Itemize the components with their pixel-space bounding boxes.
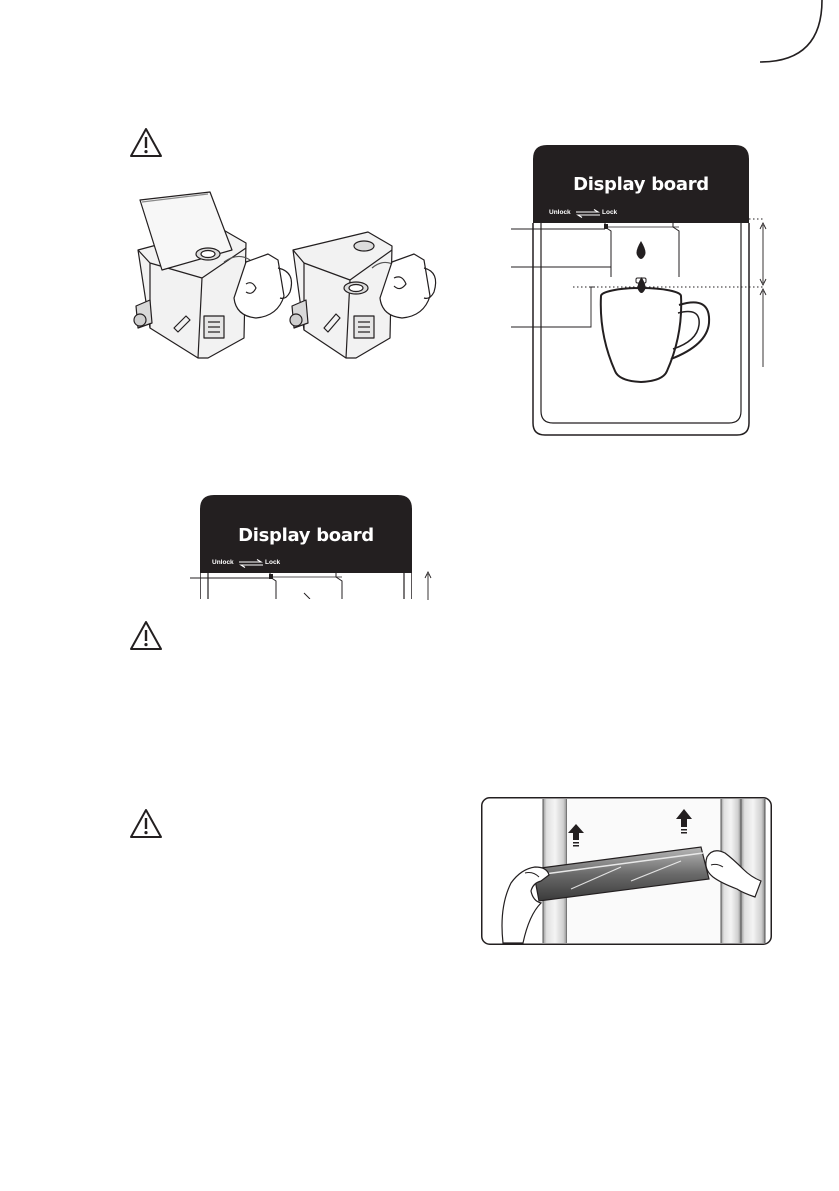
unlock-label: Unlock [549,209,571,216]
water-drop-icon [635,241,647,259]
water-drop-icon [636,277,647,293]
lock-label: Lock [265,559,281,566]
arrow-up-icon [676,809,692,836]
display-board-title: Display board [238,525,374,546]
water-tank-filling-illustration [128,188,438,373]
warning-triangle-icon [128,126,164,160]
dispenser-panel-top [533,145,749,435]
warning-triangle-icon [128,807,164,841]
page-corner-curve [760,0,839,70]
warning-triangle-icon [128,619,164,653]
display-board-title: Display board [573,174,709,195]
lock-label: Lock [602,209,618,216]
door-shelf-removal-illustration [481,797,772,945]
lock-direction-arrows-icon [576,209,600,218]
dispenser-panel-bottom-markers [190,566,440,600]
unlock-label: Unlock [212,559,234,566]
arrow-up-icon [568,824,584,848]
